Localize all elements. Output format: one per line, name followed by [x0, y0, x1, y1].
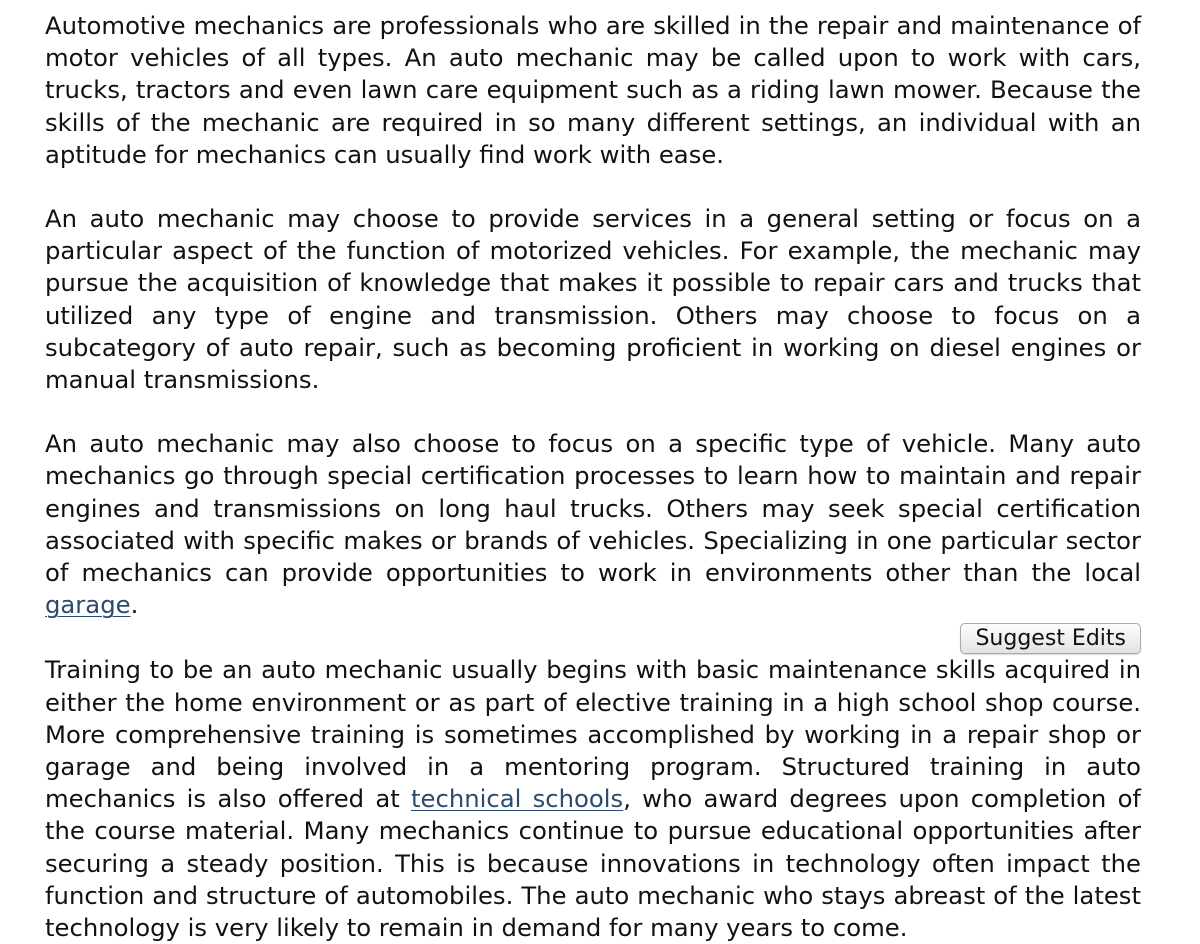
- paragraph-spacer: [45, 171, 1141, 203]
- paragraph-4-end: , who award degrees upon completion of the course material. Many mechanics continue to pursue educational opportunities after securing a steady position. This is because innovations in technology often impact the function and structure of automobiles. The auto mechanic who stays abreast of the latest technology is very likely to remain in demand for many years to come.: [45, 784, 1141, 943]
- paragraph-3-text: An auto mechanic may also choose to focus on a specific type of vehicle. Many auto mechanics go through special certification processes to learn how to maintain and repair engines and transmissions on long haul trucks. Others may seek special certification associated with specific makes or brands of vehicles. Specializing in one particular sector of mechanics can provide opportunities to work in environments other than the local: [45, 429, 1141, 588]
- paragraph-3: [45, 428, 1141, 621]
- paragraph-4: [45, 654, 1141, 944]
- paragraph-1: Automotive mechanics are professionals who are skilled in the repair and maintenance of motor vehicles of all types. An auto mechanic may be called upon to work with cars, trucks, tractors and even lawn care equipment such as a riding lawn mower. Because the skills of the mechanic are required in so many different settings, an individual with an aptitude for mechanics can usually find work with ease.: [45, 11, 1141, 169]
- paragraph-4-text: Training to be an auto mechanic usually begins with basic maintenance skills acquired in either the home environment or as part of elective training in a high school shop course. More comprehensive training is sometimes accomplished by working in a repair shop or garage and being involved in a mentoring program. Structured training in auto mechanics is also offered at: [45, 655, 1141, 814]
- paragraph-spacer: [45, 396, 1141, 428]
- suggest-edits-row: [45, 621, 1141, 654]
- article-body: [45, 10, 1141, 944]
- suggest-edits-button[interactable]: Suggest Edits: [960, 623, 1141, 654]
- paragraph-2: An auto mechanic may choose to provide services in a general setting or focus on a particular aspect of the function of motorized vehicles. For example, the mechanic may pursue the acquisition of knowledge that makes it possible to repair cars and trucks that utilized any type of engine and transmission. Others may choose to focus on a subcategory of auto repair, such as becoming proficient in working on diesel engines or manual transmissions.: [45, 204, 1141, 395]
- paragraph-3-end: .: [130, 590, 139, 620]
- technical-schools-link[interactable]: technical schools: [411, 784, 624, 814]
- garage-link[interactable]: garage: [45, 590, 131, 620]
